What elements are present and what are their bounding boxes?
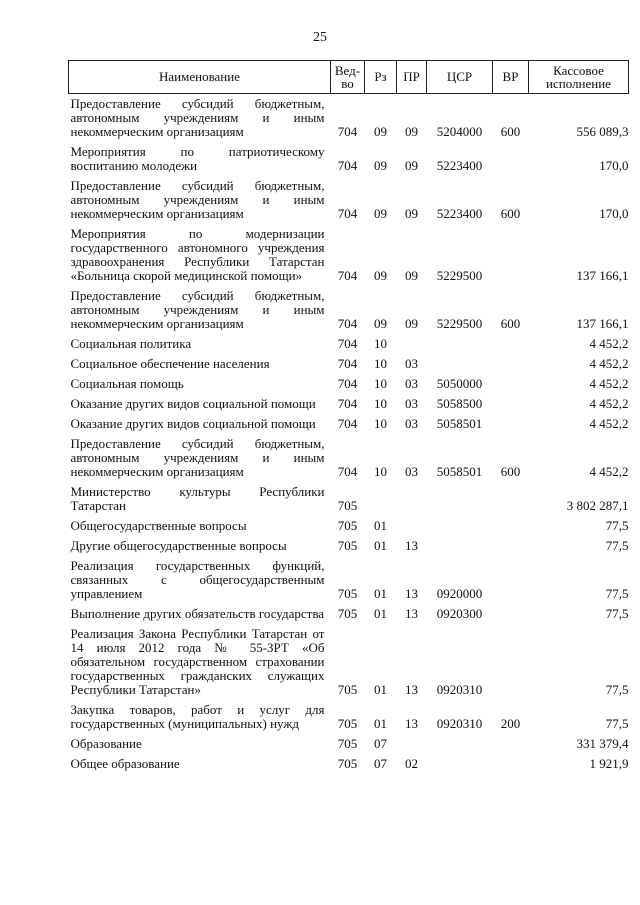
table-row bbox=[69, 334, 629, 354]
row-name: Другие общегосударственные вопросы bbox=[70, 538, 287, 553]
row-ved: 704 bbox=[337, 206, 358, 221]
row-pr: 09 bbox=[405, 206, 418, 221]
row-ved: 705 bbox=[337, 586, 358, 601]
row-rz: 10 bbox=[374, 396, 387, 411]
header-pr: ПР bbox=[397, 61, 427, 94]
row-vr bbox=[493, 536, 529, 556]
row-sum: 1 921,9 bbox=[589, 756, 629, 771]
row-ved: 704 bbox=[337, 124, 358, 139]
header-ved: Вед- во bbox=[331, 61, 365, 94]
row-pr: 09 bbox=[405, 124, 418, 139]
row-sum: 170,0 bbox=[599, 206, 629, 221]
row-sum: 77,5 bbox=[605, 586, 629, 601]
row-ved: 705 bbox=[337, 498, 358, 513]
row-rz: 10 bbox=[374, 416, 387, 431]
row-csr bbox=[427, 482, 493, 516]
row-rz: 07 bbox=[374, 756, 387, 771]
row-ved: 705 bbox=[337, 538, 358, 553]
row-vr: 600 bbox=[500, 206, 521, 221]
row-vr bbox=[493, 754, 529, 774]
table-row bbox=[69, 624, 629, 700]
row-name: Социальное обеспечение населения bbox=[70, 356, 270, 371]
row-vr: 600 bbox=[500, 124, 521, 139]
row-name: Образование bbox=[70, 736, 142, 751]
row-rz: 10 bbox=[374, 464, 387, 479]
table-row bbox=[69, 176, 629, 224]
row-vr bbox=[493, 354, 529, 374]
row-ved: 705 bbox=[337, 756, 358, 771]
row-vr bbox=[493, 224, 529, 286]
row-pr: 13 bbox=[405, 586, 418, 601]
budget-table bbox=[68, 60, 629, 774]
row-name: Оказание других видов социальной помощи bbox=[70, 416, 316, 431]
row-pr bbox=[397, 334, 427, 354]
row-vr bbox=[493, 394, 529, 414]
row-ved: 705 bbox=[337, 736, 358, 751]
row-csr: 5058501 bbox=[436, 464, 483, 479]
row-ved: 704 bbox=[337, 396, 358, 411]
row-sum: 4 452,2 bbox=[589, 416, 629, 431]
row-name: Мероприятия по патриотическому воспитанию молодежи bbox=[70, 144, 325, 173]
row-name: Предоставление субсидий бюджетным, автономным учреждениям и иным некоммерческим организациям bbox=[70, 96, 325, 139]
table-row bbox=[69, 434, 629, 482]
row-rz: 01 bbox=[374, 682, 387, 697]
row-csr bbox=[427, 536, 493, 556]
row-sum: 137 166,1 bbox=[576, 316, 629, 331]
row-rz: 09 bbox=[374, 316, 387, 331]
row-sum: 4 452,2 bbox=[589, 336, 629, 351]
header-rz: Рз bbox=[365, 61, 397, 94]
row-ved: 704 bbox=[337, 356, 358, 371]
header-name: Наименование bbox=[69, 61, 331, 94]
row-ved: 704 bbox=[337, 268, 358, 283]
row-sum: 4 452,2 bbox=[589, 376, 629, 391]
row-name: Реализация Закона Республики Татарстан от 14 июля 2012 года № 55-ЗРТ «Об обязательном государственном страховании государственных гражданских служащих Республики Татарстан» bbox=[70, 626, 325, 697]
row-pr: 03 bbox=[405, 416, 418, 431]
table-row bbox=[69, 354, 629, 374]
row-name: Предоставление субсидий бюджетным, автономным учреждениям и иным некоммерческим организациям bbox=[70, 178, 325, 221]
row-ved: 704 bbox=[337, 336, 358, 351]
row-vr bbox=[493, 556, 529, 604]
table-row bbox=[69, 482, 629, 516]
row-csr: 0920310 bbox=[436, 716, 483, 731]
row-pr: 13 bbox=[405, 538, 418, 553]
row-rz: 01 bbox=[374, 606, 387, 621]
table-row bbox=[69, 516, 629, 536]
table-row bbox=[69, 224, 629, 286]
row-ved: 704 bbox=[337, 158, 358, 173]
row-rz: 01 bbox=[374, 538, 387, 553]
table-row bbox=[69, 754, 629, 774]
table-header-row bbox=[69, 61, 629, 94]
row-sum: 77,5 bbox=[605, 682, 629, 697]
row-sum: 4 452,2 bbox=[589, 396, 629, 411]
row-csr: 5204000 bbox=[436, 124, 483, 139]
row-pr: 13 bbox=[405, 716, 418, 731]
row-ved: 704 bbox=[337, 316, 358, 331]
row-pr bbox=[397, 482, 427, 516]
row-ved: 705 bbox=[337, 716, 358, 731]
row-name: Социальная помощь bbox=[70, 376, 184, 391]
table-row bbox=[69, 734, 629, 754]
row-pr: 03 bbox=[405, 464, 418, 479]
row-ved: 705 bbox=[337, 682, 358, 697]
row-pr bbox=[397, 734, 427, 754]
row-rz: 09 bbox=[374, 158, 387, 173]
table-row bbox=[69, 414, 629, 434]
row-csr: 5229500 bbox=[436, 316, 483, 331]
row-vr bbox=[493, 142, 529, 176]
row-vr bbox=[493, 604, 529, 624]
row-rz: 10 bbox=[374, 356, 387, 371]
row-vr: 600 bbox=[500, 464, 521, 479]
row-vr bbox=[493, 334, 529, 354]
row-csr bbox=[427, 516, 493, 536]
table-row bbox=[69, 556, 629, 604]
row-csr: 0920300 bbox=[436, 606, 483, 621]
row-name: Закупка товаров, работ и услуг для государственных (муниципальных) нужд bbox=[70, 702, 325, 731]
row-ved: 704 bbox=[337, 416, 358, 431]
row-rz: 09 bbox=[374, 268, 387, 283]
row-vr bbox=[493, 482, 529, 516]
row-sum: 4 452,2 bbox=[589, 356, 629, 371]
row-sum: 77,5 bbox=[605, 518, 629, 533]
row-csr: 5223400 bbox=[436, 158, 483, 173]
table-row bbox=[69, 394, 629, 414]
row-vr: 200 bbox=[500, 716, 521, 731]
table-row bbox=[69, 536, 629, 556]
row-vr bbox=[493, 516, 529, 536]
row-name: Общее образование bbox=[70, 756, 180, 771]
row-pr: 13 bbox=[405, 682, 418, 697]
row-rz: 10 bbox=[374, 376, 387, 391]
table-row bbox=[69, 142, 629, 176]
row-vr: 600 bbox=[500, 316, 521, 331]
row-ved: 705 bbox=[337, 518, 358, 533]
row-name: Предоставление субсидий бюджетным, автономным учреждениям и иным некоммерческим организациям bbox=[70, 288, 325, 331]
header-vr: ВР bbox=[493, 61, 529, 94]
row-csr bbox=[427, 734, 493, 754]
table-row bbox=[69, 700, 629, 734]
row-rz: 01 bbox=[374, 586, 387, 601]
table-row bbox=[69, 374, 629, 394]
row-name: Выполнение других обязательств государства bbox=[70, 606, 325, 621]
row-name: Общегосударственные вопросы bbox=[70, 518, 247, 533]
header-csr: ЦСР bbox=[427, 61, 493, 94]
table-row bbox=[69, 286, 629, 334]
row-rz: 09 bbox=[374, 206, 387, 221]
row-csr: 5229500 bbox=[436, 268, 483, 283]
row-rz bbox=[365, 482, 397, 516]
row-rz: 01 bbox=[374, 518, 387, 533]
row-pr bbox=[397, 516, 427, 536]
row-sum: 77,5 bbox=[605, 538, 629, 553]
table-row bbox=[69, 94, 629, 143]
row-rz: 07 bbox=[374, 736, 387, 751]
row-rz: 10 bbox=[374, 336, 387, 351]
row-ved: 704 bbox=[337, 464, 358, 479]
row-csr: 0920000 bbox=[436, 586, 483, 601]
row-sum: 77,5 bbox=[605, 716, 629, 731]
row-rz: 09 bbox=[374, 124, 387, 139]
row-sum: 170,0 bbox=[599, 158, 629, 173]
row-rz: 01 bbox=[374, 716, 387, 731]
row-csr: 5223400 bbox=[436, 206, 483, 221]
row-pr: 03 bbox=[405, 376, 418, 391]
row-sum: 556 089,3 bbox=[576, 124, 629, 139]
row-csr bbox=[427, 754, 493, 774]
row-vr bbox=[493, 414, 529, 434]
row-sum: 3 802 287,1 bbox=[566, 498, 629, 513]
row-pr: 02 bbox=[405, 756, 418, 771]
row-vr bbox=[493, 734, 529, 754]
table-row bbox=[69, 604, 629, 624]
row-ved: 704 bbox=[337, 376, 358, 391]
header-sum: Кассовое исполнение bbox=[529, 61, 629, 94]
row-sum: 137 166,1 bbox=[576, 268, 629, 283]
row-sum: 4 452,2 bbox=[589, 464, 629, 479]
row-name: Оказание других видов социальной помощи bbox=[70, 396, 316, 411]
row-csr: 5058501 bbox=[436, 416, 483, 431]
row-pr: 09 bbox=[405, 268, 418, 283]
row-vr bbox=[493, 374, 529, 394]
row-csr bbox=[427, 354, 493, 374]
row-pr: 13 bbox=[405, 606, 418, 621]
row-name: Предоставление субсидий бюджетным, автономным учреждениям и иным некоммерческим организациям bbox=[70, 436, 325, 479]
page-number: 25 bbox=[313, 30, 327, 45]
row-name: Мероприятия по модернизации государственного автономного учреждения здравоохранения Республики Татарстан «Больница скорой медицинской помощи» bbox=[70, 226, 325, 283]
row-sum: 77,5 bbox=[605, 606, 629, 621]
row-pr: 09 bbox=[405, 316, 418, 331]
row-name: Министерство культуры Республики Татарстан bbox=[70, 484, 325, 513]
row-csr: 0920310 bbox=[436, 682, 483, 697]
row-name: Социальная политика bbox=[70, 336, 192, 351]
row-csr: 5050000 bbox=[436, 376, 483, 391]
row-ved: 705 bbox=[337, 606, 358, 621]
row-pr: 03 bbox=[405, 356, 418, 371]
row-csr: 5058500 bbox=[436, 396, 483, 411]
row-pr: 03 bbox=[405, 396, 418, 411]
row-sum: 331 379,4 bbox=[576, 736, 629, 751]
row-csr bbox=[427, 334, 493, 354]
row-name: Реализация государственных функций, связанных с общегосударственным управлением bbox=[70, 558, 325, 601]
row-pr: 09 bbox=[405, 158, 418, 173]
table-body bbox=[69, 94, 629, 775]
row-vr bbox=[493, 624, 529, 700]
